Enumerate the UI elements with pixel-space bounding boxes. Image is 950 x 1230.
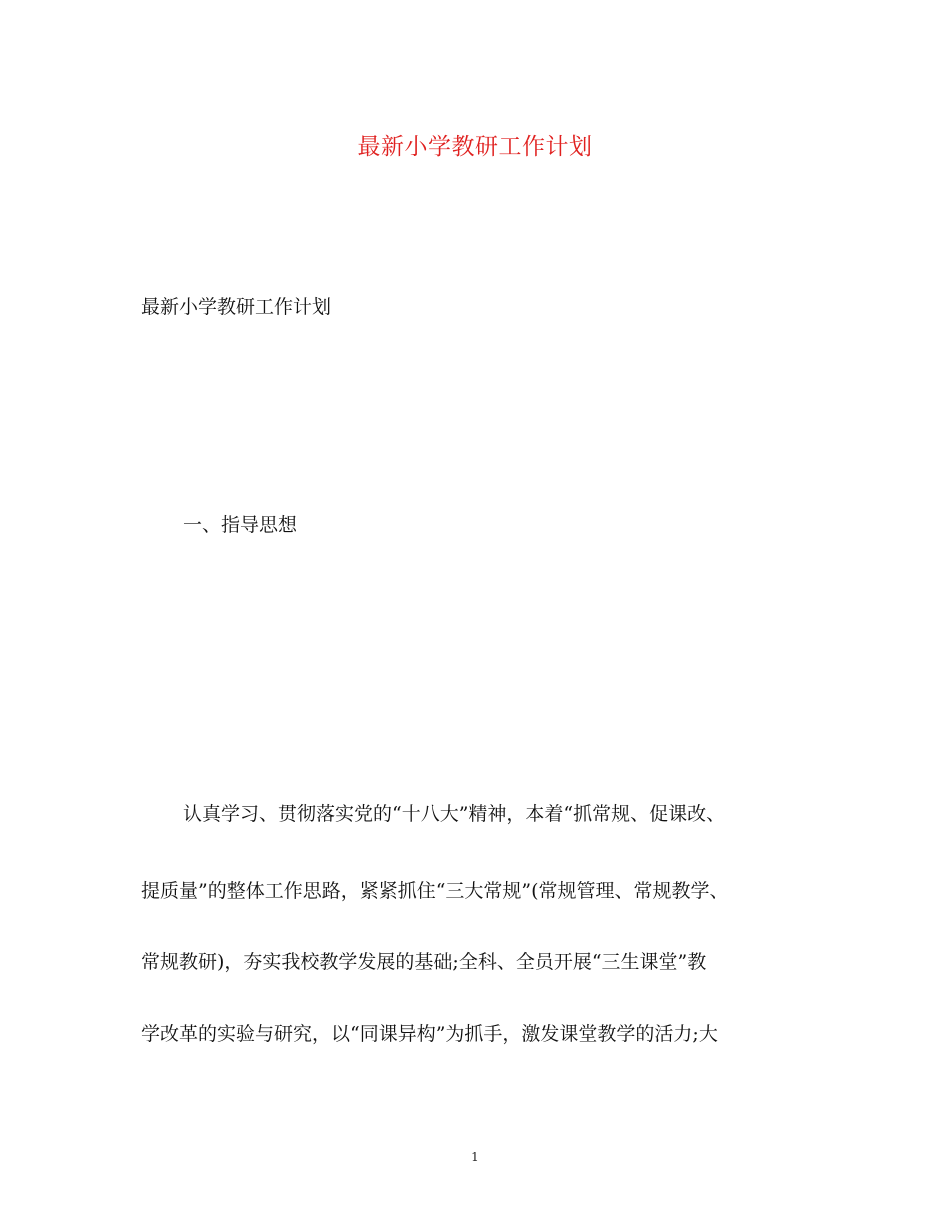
paragraph-line: 认真学习、贯彻落实党的“十八大”精神，本着“抓常规、促课改、: [183, 803, 726, 825]
paragraph-line: 提质量”的整体工作思路，紧紧抓住“三大常规”(常规管理、常规教学、: [141, 880, 729, 902]
paragraph-line: 学改革的实验与研究，以“同课异构”为抓手，激发课堂教学的活力;大: [141, 1023, 718, 1045]
page-number: 1: [471, 1150, 479, 1164]
document-subtitle: 最新小学教研工作计划: [141, 296, 332, 318]
document-title: 最新小学教研工作计划: [357, 134, 593, 160]
section-heading-guiding-ideology: 一、指导思想: [183, 514, 298, 536]
paragraph-line: 常规教研)，夯实我校教学发展的基础;全科、全员开展“三生课堂”教: [141, 951, 707, 973]
